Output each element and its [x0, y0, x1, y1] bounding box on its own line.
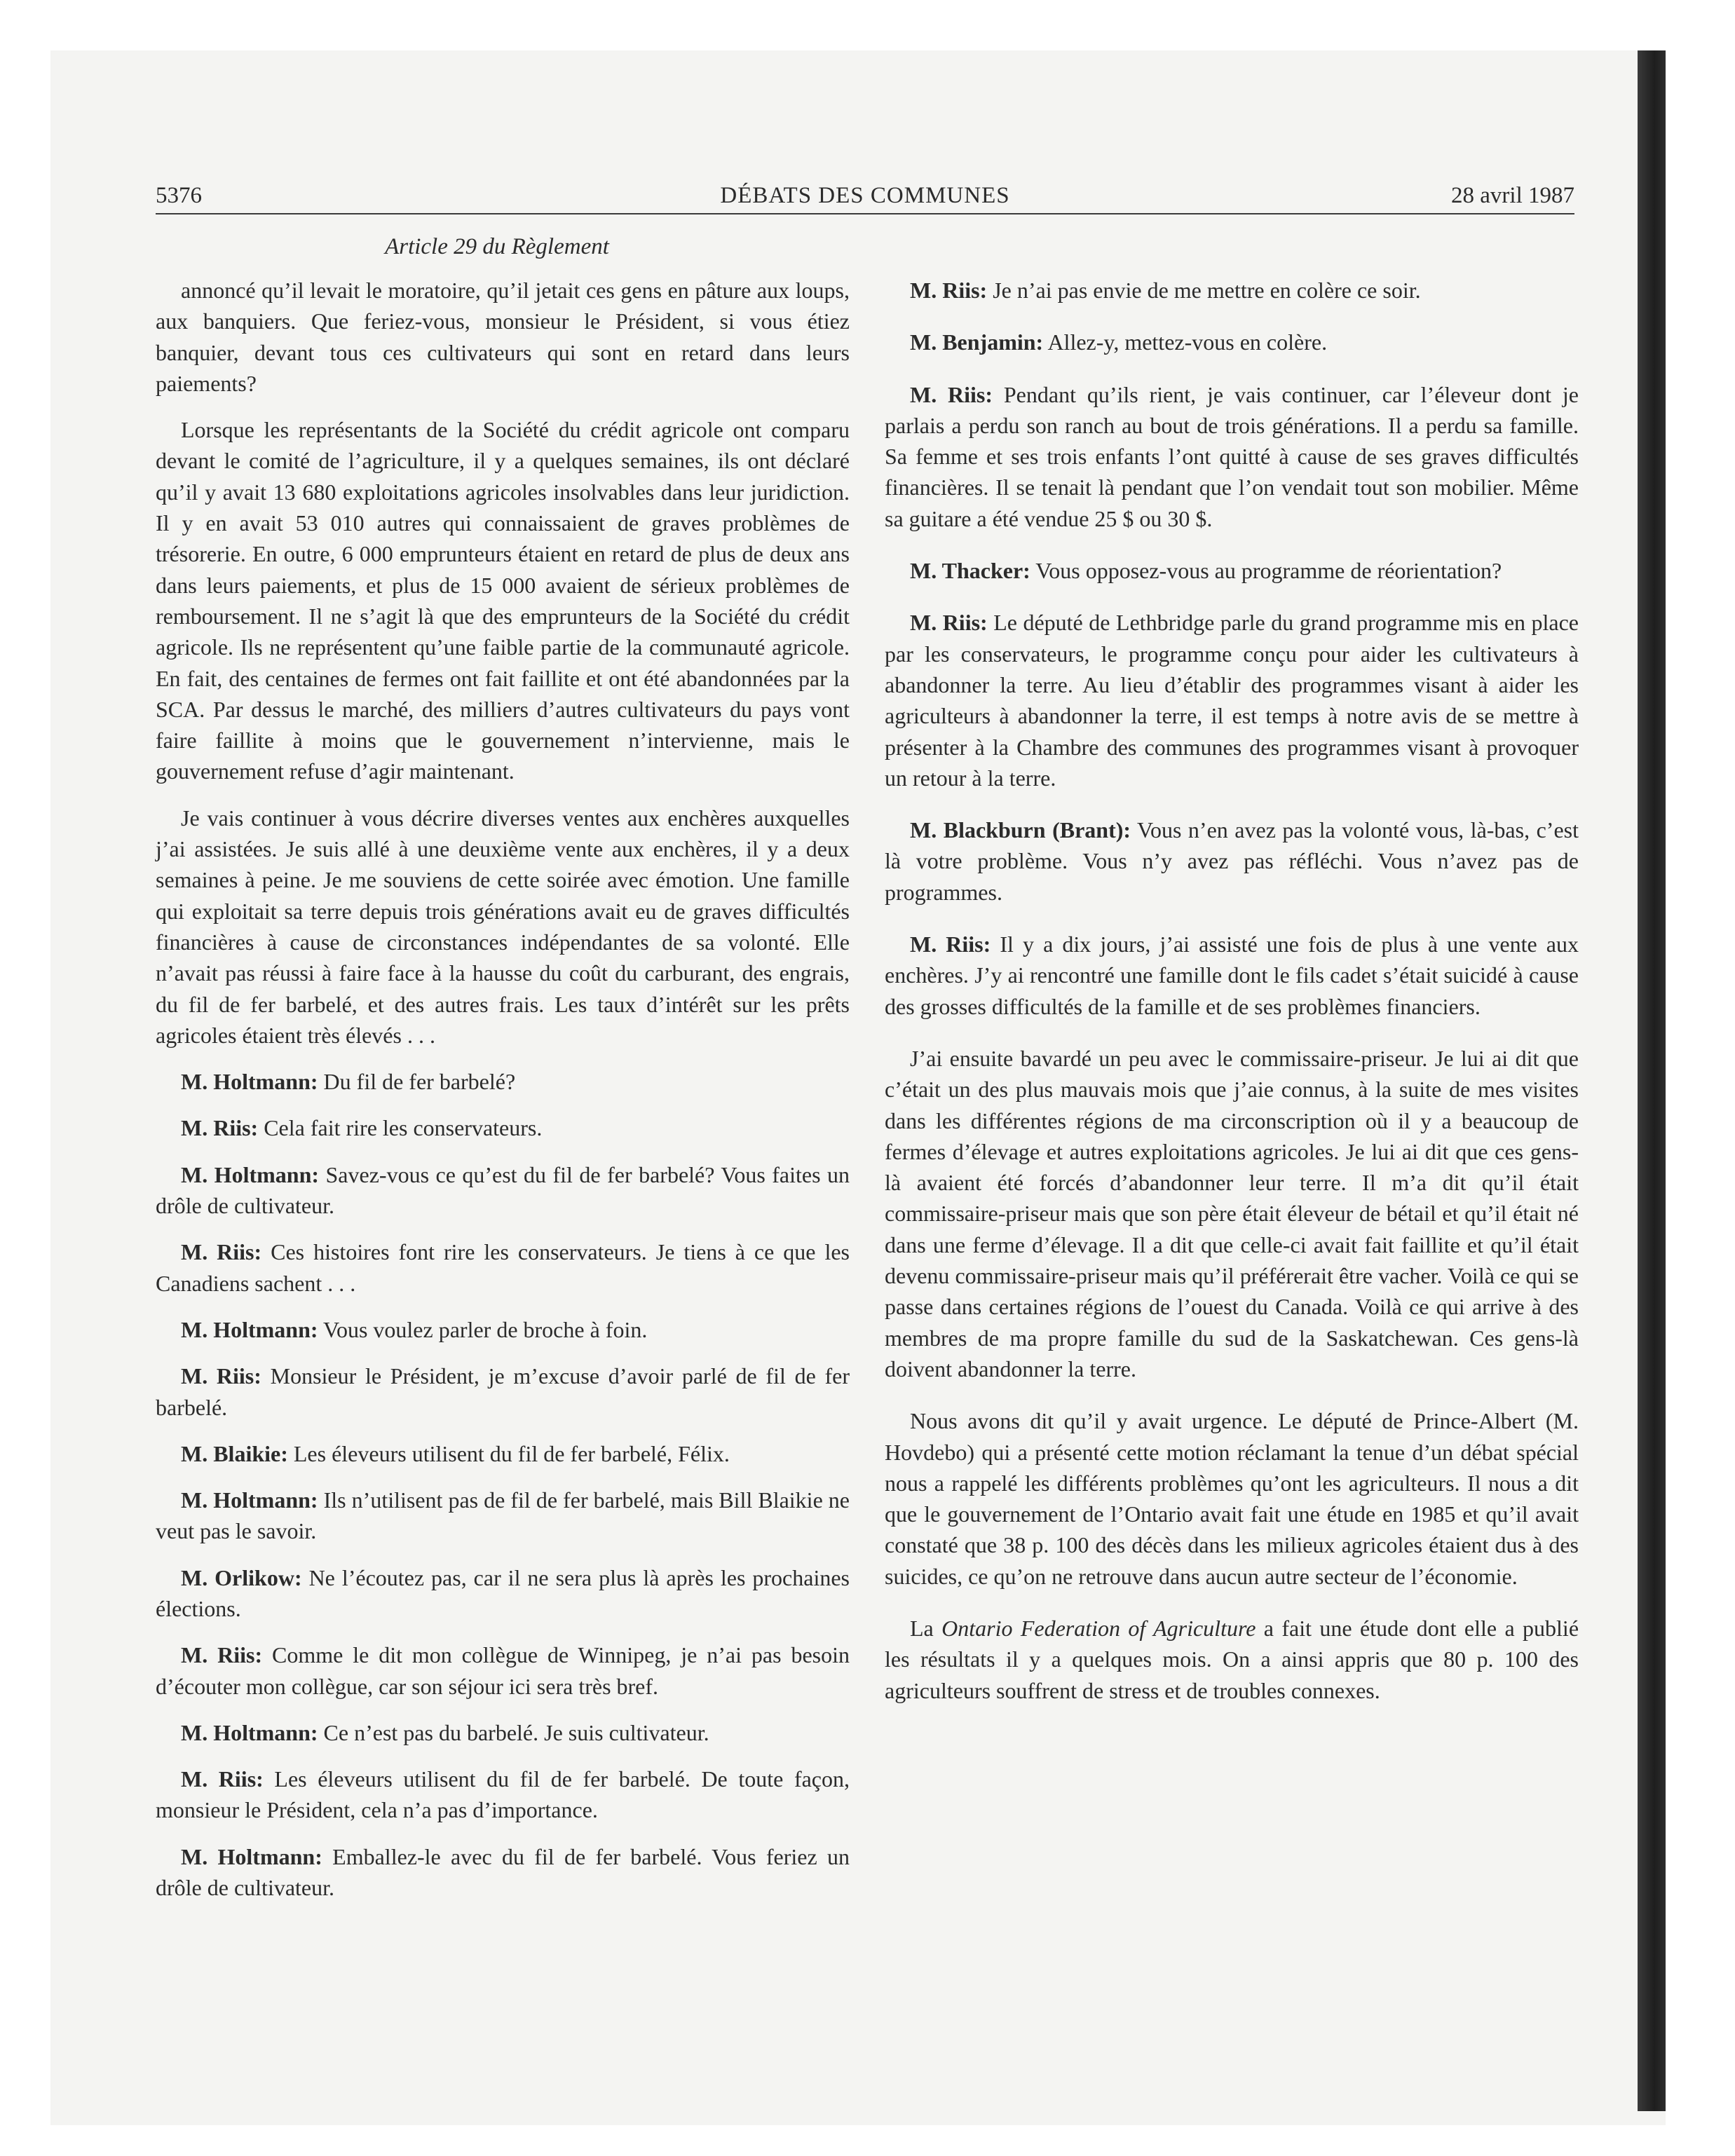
- speaker-name: M. Holtmann:: [181, 1069, 318, 1095]
- paragraph-text: Lorsque les représentants de la Société du crédit agricole ont comparu devant le comité de l’agriculture, il y a quelques semaines, ils ont déclaré qu’il y avait 13 680 exploitations agricoles insolvables dans leur juridiction. Il y en avait 53 010 autres qui connaissaient de graves problèmes de trésorerie. En outre, 6 000 emprunteurs étaient en retard de plus de deux ans dans leurs paiements, et plus de 15 000 avaient de sérieux problèmes de remboursement. Il ne s’agit là que des emprunteurs de la Société du crédit agricole. Ils ne représentent qu’une faible partie de la communauté agricole. En fait, des centaines de fermes ont fait faillite et ont été abandonnées par la SCA. Par dessus le marché, des milliers d’autres cultivateurs du pays vont faire faillite à moins que le gouvernement n’intervienne, mais le gouvernement refuse d’agir maintenant.: [156, 417, 850, 784]
- italic-organization-name: Ontario Federation of Agriculture: [941, 1615, 1256, 1641]
- speaker-name: M. Riis:: [910, 610, 988, 636]
- paragraph: [156, 1314, 850, 1345]
- paragraph-text: Le député de Lethbridge parle du grand programme mis en place par les conservateurs, le programme conçu pour aider les cultivateurs à abandonner la terre. Au lieu d’établir des programmes visant à aider les agriculteurs à abandonner la terre, il est temps à notre avis de se mettre à présenter à la Chambre des communes des programmes visant à provoquer un retour à la terre.: [885, 610, 1579, 791]
- paragraph: [156, 1159, 850, 1222]
- speaker-name: M. Blackburn (Brant):: [910, 817, 1131, 843]
- paragraph: [156, 414, 850, 787]
- paragraph: [156, 1360, 850, 1423]
- paragraph: [156, 1639, 850, 1702]
- right-column: [885, 275, 1579, 1727]
- paragraph: [885, 929, 1579, 1022]
- speaker-name: M. Orlikow:: [181, 1564, 302, 1590]
- speaker-name: M. Riis:: [910, 278, 988, 303]
- paragraph: [156, 1717, 850, 1748]
- paragraph: [885, 275, 1579, 306]
- speaker-name: M. Thacker:: [910, 558, 1030, 584]
- left-column: [156, 275, 850, 1918]
- paragraph-text: Je n’ai pas envie de me mettre en colère ce soir.: [987, 278, 1421, 303]
- speaker-name: M. Benjamin:: [910, 329, 1044, 355]
- paragraph-text: Ils n’utilisent pas de fil de fer barbelé, mais Bill Blaikie ne veut pas le savoir.: [156, 1487, 850, 1544]
- paragraph: [885, 555, 1579, 586]
- paragraph-text: Les éleveurs utilisent du fil de fer barbelé, Félix.: [287, 1440, 730, 1466]
- paragraph-text: annoncé qu’il levait le moratoire, qu’il jetait ces gens en pâture aux loups, aux banquiers. Que feriez-vous, monsieur le Président, si vous étiez banquier, devant tous ces cultivateurs qui sont en retard dans leurs paiements?: [156, 278, 850, 396]
- paragraph-text: Ces histoires font rire les conservateurs. Je tiens à ce que les Canadiens sachent . . .: [156, 1239, 850, 1296]
- paragraph: [885, 1613, 1579, 1706]
- page-date: 28 avril 1987: [1451, 183, 1574, 208]
- paragraph-text: Vous voulez parler de broche à foin.: [318, 1316, 648, 1342]
- paragraph-text: Savez-vous ce qu’est du fil de fer barbelé? Vous faites un drôle de cultivateur.: [156, 1161, 850, 1219]
- speaker-name: M. Riis:: [181, 1239, 262, 1265]
- paragraph: [156, 1562, 850, 1625]
- paragraph: [156, 1438, 850, 1469]
- paragraph: [156, 1112, 850, 1143]
- paragraph-text: Cela fait rire les conservateurs.: [258, 1115, 543, 1141]
- speaker-name: M. Riis:: [181, 1766, 264, 1792]
- page-header: [156, 179, 1574, 212]
- speaker-name: M. Riis:: [181, 1115, 259, 1141]
- page-number: 5376: [156, 183, 202, 208]
- paragraph: [885, 1043, 1579, 1384]
- paragraph-text: Pendant qu’ils rient, je vais continuer, car l’éleveur dont je parlais a perdu son ranch au bout de trois générations. Il a perdu sa famille. Sa femme et ses trois enfants l’ont quitté à cause de ses graves difficultés financières. Il se tenait là pendant que l’on vendait tout son mobilier. Même sa guitare a été vendue 25 $ ou 30 $.: [885, 381, 1579, 531]
- section-rubric: Article 29 du Règlement: [385, 234, 609, 259]
- paragraph: [885, 607, 1579, 793]
- speaker-name: M. Riis:: [181, 1642, 263, 1668]
- paragraph-text: Ne l’écoutez pas, car il ne sera plus là après les prochaines élections.: [156, 1564, 850, 1621]
- publication-title: DÉBATS DES COMMUNES: [720, 183, 1010, 208]
- paragraph-text: Je vais continuer à vous décrire diverses ventes aux enchères auxquelles j’ai assistées. Je suis allé à une deuxième vente aux enchères, il y a deux semaines à peine. Je me souviens de cette soirée avec émotion. Une famille qui exploitait sa terre depuis trois générations avait eu de graves difficultés financières à cause de circonstances indépendantes de sa volonté. Elle n’avait pas réussi à faire face à la hausse du coût du carburant, des engrais, du fil de fer barbelé, et des autres frais. Les taux d’intérêt sur les prêts agricoles étaient très élevés . . .: [156, 805, 850, 1048]
- paragraph: [885, 1405, 1579, 1592]
- speaker-name: M. Riis:: [910, 381, 993, 407]
- paragraph: [156, 1763, 850, 1826]
- paragraph-text: Comme le dit mon collègue de Winnipeg, je n’ai pas besoin d’écouter mon collègue, car son séjour ici sera très bref.: [156, 1642, 850, 1699]
- paragraph: [156, 1236, 850, 1299]
- speaker-name: M. Holtmann:: [181, 1316, 318, 1342]
- paragraph-text: a fait une étude dont elle a publié les résultats il y a quelques mois. On a ainsi appris que 80 p. 100 des agriculteurs souffrent de stress et de troubles connexes.: [885, 1615, 1579, 1703]
- speaker-name: M. Holtmann:: [181, 1161, 320, 1187]
- header-rule: [156, 213, 1574, 214]
- paragraph-text: Ce n’est pas du barbelé. Je suis cultivateur.: [318, 1719, 709, 1745]
- speaker-name: M. Holtmann:: [181, 1843, 322, 1869]
- paragraph: [885, 327, 1579, 357]
- speaker-name: M. Riis:: [910, 932, 991, 957]
- paragraph-lead: La: [910, 1615, 942, 1641]
- paragraph-text: Emballez-le avec du fil de fer barbelé. Vous feriez un drôle de cultivateur.: [156, 1843, 850, 1901]
- paragraph: [885, 379, 1579, 534]
- paragraph-text: Monsieur le Président, je m’excuse d’avoir parlé de fil de fer barbelé.: [156, 1363, 850, 1420]
- paragraph: [156, 1066, 850, 1097]
- paragraph-text: Les éleveurs utilisent du fil de fer barbelé. De toute façon, monsieur le Président, cela n’a pas d’importance.: [156, 1766, 850, 1823]
- paragraph-text: Il y a dix jours, j’ai assisté une fois de plus à une vente aux enchères. J’y ai rencontré une famille dont le fils cadet s’était suicidé à cause des grosses difficultés de la famille et de ses problèmes financiers.: [885, 932, 1579, 1019]
- speaker-name: M. Holtmann:: [181, 1487, 318, 1513]
- paragraph: [156, 1485, 850, 1547]
- speaker-name: M. Blaikie:: [181, 1440, 288, 1466]
- paragraph-text: Allez-y, mettez-vous en colère.: [1043, 329, 1328, 355]
- scan-shadow-edge: [1638, 50, 1666, 2111]
- speaker-name: M. Holtmann:: [181, 1719, 318, 1745]
- paragraph-text: Du fil de fer barbelé?: [318, 1069, 516, 1095]
- paragraph: [156, 1841, 850, 1904]
- paragraph-text: Nous avons dit qu’il y avait urgence. Le député de Prince-Albert (M. Hovdebo) qui a présenté cette motion réclamant la tenue d’un débat spécial nous a rappelé les différents problèmes qu’ont les agriculteurs. Il nous a dit que le gouvernement de l’Ontario avait fait une étude en 1985 et qu’il avait constaté que 38 p. 100 des décès dans les milieux agricoles étaient dus à des suicides, ce qu’on ne retrouve dans aucun autre secteur de l’économie.: [885, 1408, 1579, 1589]
- paragraph: [885, 814, 1579, 908]
- paragraph-text: J’ai ensuite bavardé un peu avec le commissaire-priseur. Je lui ai dit que c’était un des plus mauvais mois que j’aie connus, à la suite de mes visites dans les différentes régions de ma circonscription où il y a beaucoup de fermes d’élevage et autres exploitations agricoles. Je lui ai dit que ces gens-là avaient été forcés d’abandonner leur terre. Il m’a dit qu’il était commissaire-priseur mais que son père était éleveur de bétail et qu’il était né dans une ferme d’élevage. Il a dit que celle-ci avait fait faillite et qu’il était devenu commissaire-priseur mais qu’il préférerait être vacher. Voilà ce qui se passe dans certaines régions de l’ouest du Canada. Voilà ce qui arrive à des membres de ma propre famille du sud de la Saskatchewan. Ces gens-là doivent abandonner la terre.: [885, 1045, 1579, 1381]
- paragraph: [156, 275, 850, 399]
- paragraph-text: Vous n’en avez pas la volonté vous, là-bas, c’est là votre problème. Vous n’y avez pas réfléchi. Vous n’avez pas de programmes.: [885, 817, 1579, 905]
- speaker-name: M. Riis:: [181, 1363, 261, 1389]
- paragraph: [156, 803, 850, 1051]
- paragraph-text: Vous opposez-vous au programme de réorientation?: [1030, 558, 1502, 584]
